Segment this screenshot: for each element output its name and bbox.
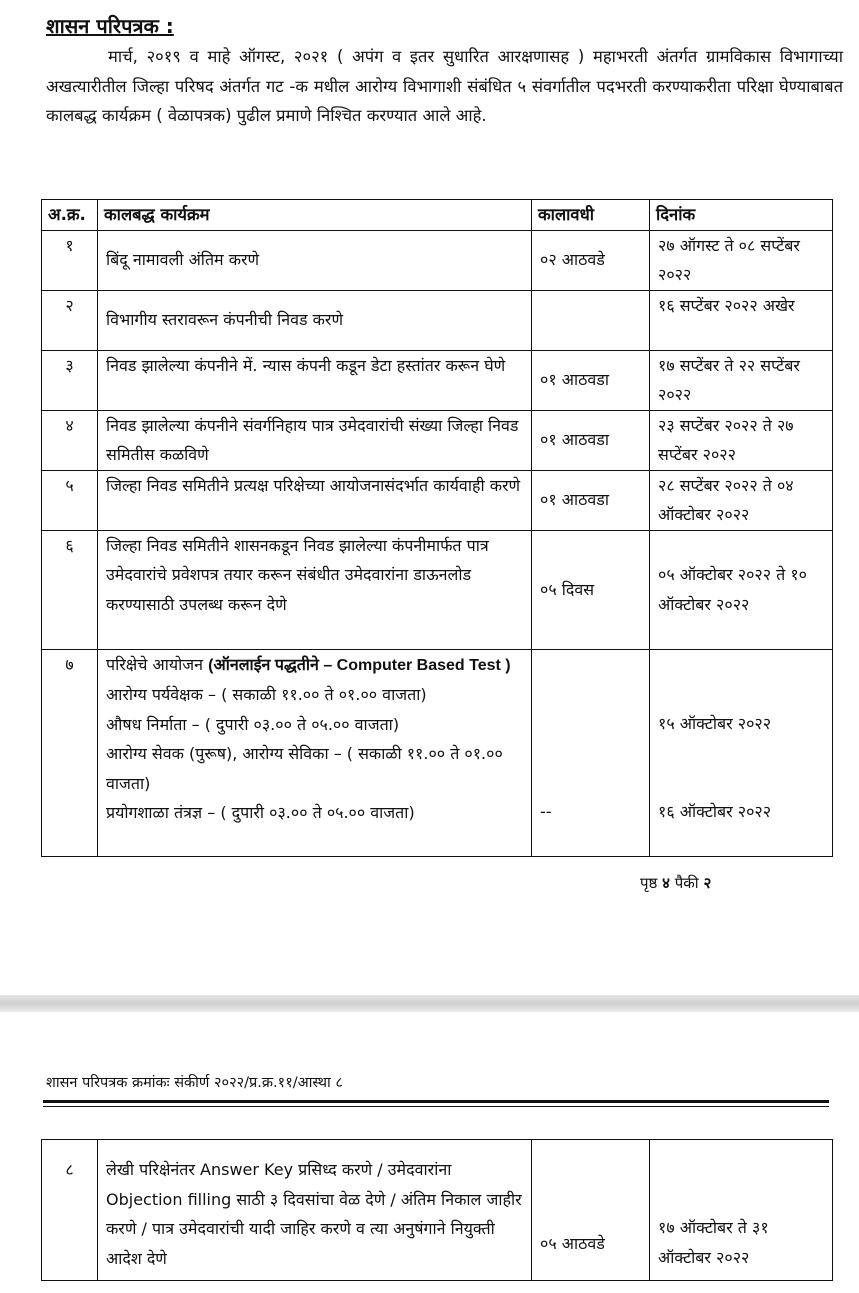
header-program: कालबद्ध कार्यक्रम [98, 200, 532, 231]
row-number: १ [42, 230, 98, 290]
row-number: ४ [42, 410, 98, 470]
row-date: ०५ ऑक्टोबर २०२२ ते १० ऑक्टोबर २०२२ [650, 530, 833, 649]
table-row [42, 410, 833, 470]
document-page-2 [0, 1012, 859, 1293]
row-program: जिल्हा निवड समितीने प्रत्यक्ष परिक्षेच्या आयोजनासंदर्भात कार्यवाही करणे [98, 470, 532, 530]
row-number: ८ [42, 1140, 98, 1281]
row-program: निवड झालेल्या कंपनीने में. न्यास कंपनी कडून डेटा हस्तांतर करून घेणे [98, 350, 532, 410]
row-duration: ०१ आठवडा [532, 470, 650, 530]
row-duration: ०५ आठवडे [532, 1140, 650, 1281]
row-number: ५ [42, 470, 98, 530]
row-number: २ [42, 290, 98, 350]
exam-date-1: १५ ऑक्टोबर २०२२ [658, 713, 772, 733]
page-number: पृष्ठ ४ पैकी २ [640, 874, 712, 892]
row-program: लेखी परिक्षेनंतर Answer Key प्रसिध्द करणे / उमेदवारांना Objection filling साठी ३ दिवसांचा वेळ देणे / अंतिम निकाल जाहीर करणे / पात्र उमेदवारांची यादी जाहिर करणे व त्या अनुषंगाने नियुक्ती आदेश देणे [98, 1140, 532, 1281]
header-duration: कालावधी [532, 200, 650, 231]
exam-mode: (ऑनलाईन पद्धतीने – Computer Based Test ) [208, 656, 511, 674]
row-duration: ०२ आठवडे [532, 230, 650, 290]
circular-reference-number: शासन परिपत्रक क्रमांकः संकीर्ण २०२२/प्र.क्र.११/आस्था ८ [46, 1075, 343, 1091]
header-rule-thick [43, 1100, 829, 1103]
intro-paragraph [46, 42, 843, 131]
table-row [42, 470, 833, 530]
row-program: बिंदू नामावली अंतिम करणे [98, 230, 532, 290]
row-date: २८ सप्टेंबर २०२२ ते ०४ ऑक्टोबर २०२२ [650, 470, 833, 530]
exam-slot: औषध निर्माता – ( दुपारी ०३.०० ते ०५.०० वाजता) [106, 714, 400, 734]
row-number: ७ [42, 649, 98, 856]
page-separator [0, 995, 859, 1012]
row-date: १६ सप्टेंबर २०२२ अखेर [650, 290, 833, 350]
row-number: ६ [42, 530, 98, 649]
row-number: ३ [42, 350, 98, 410]
table-row [42, 230, 833, 290]
row-date: २७ ऑगस्ट ते ०८ सप्टेंबर २०२२ [650, 230, 833, 290]
row-program [98, 649, 532, 856]
table-row [42, 530, 833, 649]
row-duration: ०५ दिवस [532, 530, 650, 649]
row-duration [532, 290, 650, 350]
circular-heading: शासन परिपत्रक : [46, 14, 174, 38]
table-row [42, 1140, 833, 1281]
header-rule-thin [43, 1106, 829, 1107]
row-date: २३ सप्टेंबर २०२२ ते २७ सप्टेंबर २०२२ [650, 410, 833, 470]
table-header-row [42, 200, 833, 231]
intro-text: मार्च, २०१९ व माहे ऑगस्ट, २०२१ ( अपंग व इतर सुधारित आरक्षणासह ) महाभरती अंतर्गत ग्रामविकास विभागाच्या अखत्यारीतील जिल्हा परिषद अंतर्गत गट -क मधील आरोग्य विभागाशी संबंधित ५ संवर्गातील पदभरती करण्याकरीता परिक्षा घेण्याबाबत कालबद्ध कार्यक्रम ( वेळापत्रक) पुढील प्रमाणे निश्चित करण्यात आले आहे. [46, 47, 843, 125]
exam-slot: आरोग्य पर्यवेक्षक – ( सकाळी ११.०० ते ०१.०० वाजता) [106, 685, 427, 704]
row-duration: ०१ आठवडा [532, 410, 650, 470]
row-program: विभागीय स्तरावरून कंपनीची निवड करणे [98, 290, 532, 350]
table-row [42, 649, 833, 856]
exam-date-2: १६ ऑक्टोबर २०२२ [658, 802, 772, 821]
exam-lead: परिक्षेचे आयोजन [106, 654, 204, 674]
schedule-table-continued [41, 1139, 833, 1281]
table-row [42, 290, 833, 350]
header-serial: अ.क्र. [42, 200, 98, 231]
row-program: जिल्हा निवड समितीने शासनकडून निवड झालेल्या कंपनीमार्फत पात्र उमेदवारांचे प्रवेशपत्र तयार करून संबंधीत उमेदवारांना डाऊनलोड करण्यासाठी उपलब्ध करून देणे [98, 530, 532, 649]
row-date: १७ सप्टेंबर ते २२ सप्टेंबर २०२२ [650, 350, 833, 410]
header-date: दिनांक [650, 200, 833, 231]
exam-slot: आरोग्य सेवक (पुरूष), आरोग्य सेविका – ( सकाळी ११.०० ते ०१.०० वाजता) [106, 744, 503, 793]
row-date [650, 649, 833, 856]
row-date: १७ ऑक्टोबर ते ३१ ऑक्टोबर २०२२ [650, 1140, 833, 1281]
row-duration: ०१ आठवडा [532, 350, 650, 410]
exam-slot: प्रयोगशाळा तंत्रज्ञ – ( दुपारी ०३.०० ते ०५.०० वाजता) [106, 803, 415, 822]
row-program: निवड झालेल्या कंपनीने संवर्गनिहाय पात्र उमेदवारांची संख्या जिल्हा निवड समितीस कळविणे [98, 410, 532, 470]
row-duration: -- [532, 649, 650, 856]
table-row [42, 350, 833, 410]
schedule-table [41, 199, 833, 857]
